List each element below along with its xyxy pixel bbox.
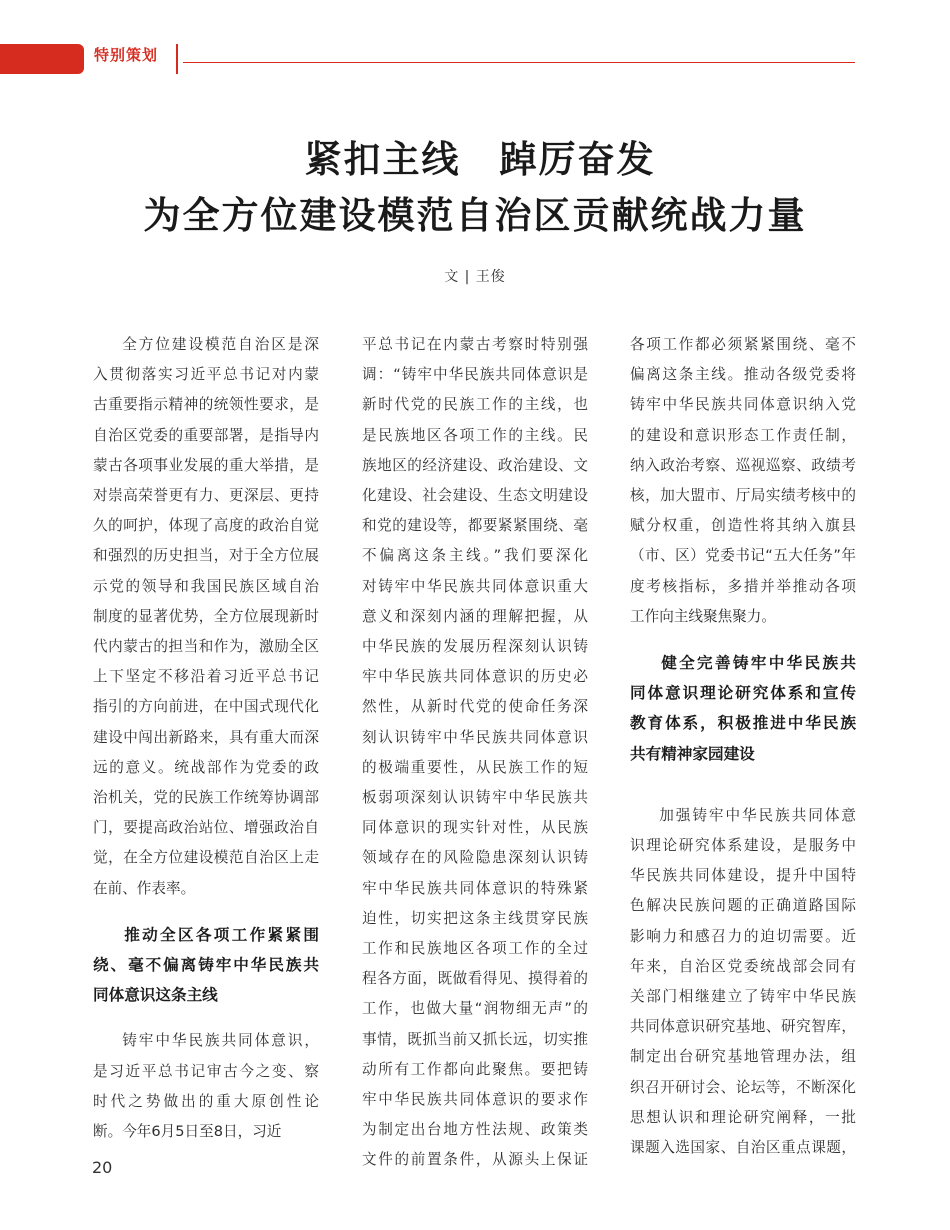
text-line: 领域存在的风险隐患深刻认识铸 [362, 849, 588, 867]
paragraph [93, 330, 319, 904]
text-line: 程各方面，既做看得见、摸得着的 [362, 970, 588, 988]
text-line: 族地区的经济建设、政治建设、文 [362, 456, 588, 474]
text-line: （市、区）党委书记“五大任务”年 [630, 547, 856, 565]
section-heading [93, 920, 319, 1011]
text-line: 制定出台研究基地管理办法，组 [630, 1048, 856, 1066]
text-line: 度考核指标，多措并举推动各项 [630, 577, 856, 595]
text-line: 年来，自治区党委统战部会同有 [630, 957, 856, 975]
text-line: 的极端重要性，从民族工作的短 [362, 758, 588, 776]
column-2 [362, 330, 588, 1176]
text-line: 入贯彻落实习近平总书记对内蒙 [93, 366, 319, 384]
text-line: 自治区党委的重要部署，是指导内 [93, 426, 319, 444]
text-line: 思想认识和理论研究阐释，一批 [630, 1108, 856, 1126]
paragraph [630, 801, 856, 1163]
text-line: 古重要指示精神的统领性要求，是 [93, 396, 319, 414]
text-line: 是民族地区各项工作的主线。民 [362, 426, 588, 444]
text-line: 共同体意识研究基地、研究智库， [630, 1018, 856, 1036]
page-number: 20 [92, 1158, 113, 1177]
text-line: 工作和民族地区各项工作的全过 [362, 940, 588, 958]
text-line: 文件的前置条件，从源头上保证 [362, 1151, 588, 1169]
text-line: 是习近平总书记审古今之变、察 [93, 1062, 319, 1080]
text-line: 制度的显著优势，全方位展现新时 [93, 607, 319, 625]
text-line: 指引的方向前进，在中国式现代化 [93, 698, 319, 716]
text-line: 纳入政治考察、巡视巡察、政绩考 [630, 456, 856, 474]
text-line: 事情，既抓当前又抓长远，切实推 [362, 1030, 588, 1048]
header-rule [183, 62, 855, 63]
text-line: 偏离这条主线。推动各级党委将 [630, 366, 856, 384]
text-line: 化建设、社会建设、生态文明建设 [362, 487, 588, 505]
title-line-1: 紧扣主线 踔厉奋发 [304, 138, 656, 181]
text-line: 板弱项深刻认识铸牢中华民族共 [362, 789, 588, 807]
text-line: 的建设和意识形态工作责任制， [630, 426, 856, 444]
text-line: 蒙古各项事业发展的重大举措，是 [93, 456, 319, 474]
text-line: 绕、毫不偏离铸牢中华民族共 [93, 956, 319, 975]
text-line: 断。今年6月5日至8日，习近 [93, 1123, 282, 1141]
text-line: 健全完善铸牢中华民族共 [661, 654, 856, 673]
text-line: 久的呵护，体现了高度的政治自觉 [93, 517, 319, 535]
text-line: 代内蒙古的担当和作为，激励全区 [93, 638, 319, 656]
text-line: 同体意识这条主线 [93, 986, 218, 1005]
text-line: 新时代党的民族工作的主线，也 [362, 396, 588, 414]
text-line: 觉，在全方位建设模范自治区上走 [93, 849, 319, 867]
text-line: 同体意识的现实针对性，从民族 [362, 819, 588, 837]
text-line: 为制定出台地方性法规、政策类 [362, 1121, 588, 1139]
text-line: 铸牢中华民族共同体意识纳入党 [630, 396, 856, 414]
text-line: 平总书记在内蒙古考察时特别强 [362, 336, 588, 353]
text-line: 推动全区各项工作紧紧围 [124, 925, 319, 944]
text-line: 织召开研讨会、论坛等，不断深化 [630, 1078, 856, 1096]
text-line: 色解决民族问题的正确道路国际 [630, 897, 856, 915]
text-line: 门，要提高政治站位、增强政治自 [93, 819, 319, 837]
column-1 [93, 330, 319, 1147]
text-line: 华民族共同体建设，提升中国特 [630, 867, 856, 885]
text-line: 关部门相继建立了铸牢中华民族 [630, 988, 856, 1006]
text-line: 在前、作表率。 [93, 879, 196, 897]
text-line: 对崇高荣誉更有力、更深层、更持 [93, 487, 319, 505]
text-line: 时代之势做出的重大原创性论 [93, 1092, 319, 1110]
text-line: 同体意识理论研究体系和宣传 [630, 684, 856, 703]
byline: 文 | 王俊 [444, 269, 506, 285]
text-line: 识理论研究体系建设，是服务中 [630, 837, 856, 855]
text-line: 共有精神家园建设 [630, 744, 755, 763]
text-line: 教育体系，积极推进中华民族 [630, 714, 856, 733]
text-line: 治机关，党的民族工作统筹协调部 [93, 789, 319, 807]
text-line: 然性，从新时代党的使命任务深 [362, 698, 588, 716]
text-line: 核，加大盟市、厅局实绩考核中的 [630, 487, 856, 505]
text-line: 赋分权重，创造性将其纳入旗县 [630, 517, 856, 535]
title-line-2: 为全方位建设模范自治区贡献统战力量 [143, 194, 807, 237]
text-line: 不偏离这条主线。”我们要深化 [362, 547, 588, 565]
text-line: 铸牢中华民族共同体意识， [122, 1032, 319, 1050]
text-line: 牢中华民族共同体意识的特殊紧 [362, 879, 588, 897]
text-line: 远的意义。统战部作为党委的政 [93, 758, 319, 776]
text-line: 牢中华民族共同体意识的历史必 [362, 668, 588, 686]
text-line: 和党的建设等，都要紧紧围绕、毫 [362, 517, 588, 535]
text-line: 刻认识铸牢中华民族共同体意识 [362, 728, 588, 746]
text-line: 调：“铸牢中华民族共同体意识是 [362, 366, 588, 384]
text-line: 对铸牢中华民族共同体意识重大 [362, 577, 588, 595]
paragraph [362, 330, 588, 1176]
text-line: 加强铸牢中华民族共同体意 [659, 806, 856, 824]
section-divider [176, 44, 178, 74]
text-line: 工作，也做大量“润物细无声”的 [362, 1000, 588, 1018]
column-3 [630, 330, 856, 1163]
text-line: 工作向主线聚焦聚力。 [630, 607, 776, 625]
paragraph [93, 1026, 319, 1147]
text-line: 动所有工作都向此聚焦。要把铸 [362, 1060, 588, 1078]
text-line: 影响力和感召力的迫切需要。近 [630, 927, 856, 945]
text-line: 全方位建设模范自治区是深 [122, 336, 319, 353]
text-line: 建设中闯出新路来，具有重大而深 [93, 728, 319, 746]
text-line: 牢中华民族共同体意识的要求作 [362, 1091, 588, 1109]
text-line: 迫性，切实把这条主线贯穿民族 [362, 909, 588, 927]
section-heading [630, 648, 856, 769]
text-line: 上下坚定不移沿着习近平总书记 [93, 668, 319, 686]
section-color-bar [0, 44, 84, 74]
text-line: 中华民族的发展历程深刻认识铸 [362, 638, 588, 656]
text-line: 示党的领导和我国民族区域自治 [93, 577, 319, 595]
paragraph [630, 330, 856, 632]
article-title [0, 132, 950, 244]
text-line: 各项工作都必须紧紧围绕、毫不 [630, 336, 856, 353]
text-line: 和强烈的历史担当，对于全方位展 [93, 547, 319, 565]
text-line: 课题入选国家、自治区重点课题， [630, 1139, 856, 1157]
section-label: 特别策划 [94, 46, 159, 64]
text-line: 意义和深刻内涵的理解把握，从 [362, 607, 588, 625]
